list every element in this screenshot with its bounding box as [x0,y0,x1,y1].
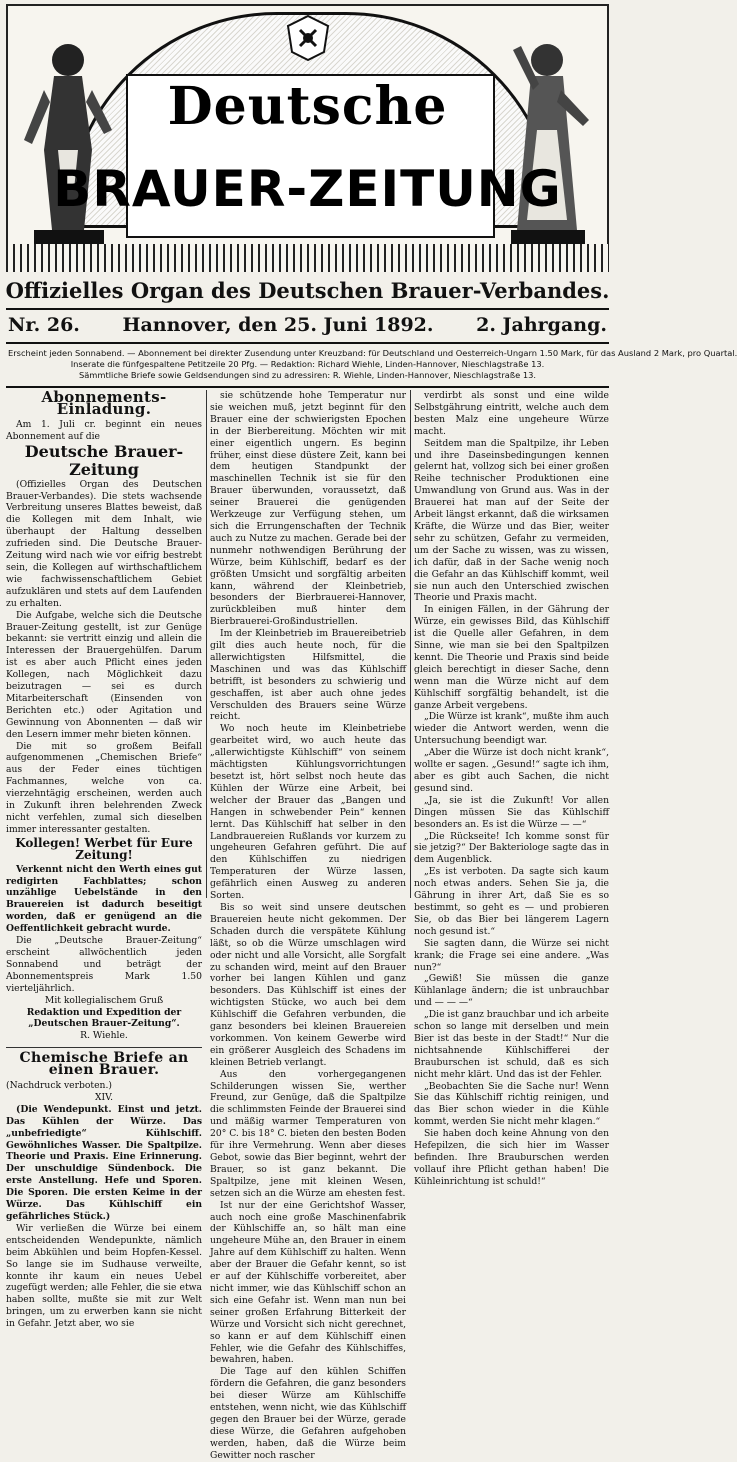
reprint-notice: (Nachdruck verboten.) [6,1080,112,1092]
col2-paragraph-1: sie schützende hohe Temperatur nur sie weichen muß, jetzt beginnt für den Brauer eine der schwierigsten Epochen in der Bierbereitung. Möchten wir mit einer eigentlich ungern. Es beginn früher, einst diese düstere Zeit, kann bei dem heutigen Standpunkt der maschinellen Technik ist sie für den Brauer überwunden, voraussetzt, daß seiner Brauerei die genügenden Werkzeuge zur Verfügung stehen, um sich die Errungenschaften der Technik auch zu Nutze zu machen. Gerade bei der nunmehr nothwendigen Berührung der Würze, beim Kühlschiff, bedarf es der größten Umsicht und sorgfältig arbeiten kann, während der Kleinbetrieb, besonders der Bierbrauerei-Hannover, zurückbleiben muß hinter dem Bierbrauerei-Großindustriellen. [210,390,406,628]
column-rule-2 [410,390,411,898]
gambrinus-figure-illustration [493,30,601,258]
col3-paragraph-6: „Ja, sie ist die Zukunft! Vor allen Dingen müssen Sie das Kühlschiff besonders an. Es ist die Würze — —“ [414,794,609,830]
col2-paragraph-3: Wo noch heute im Kleinbetriebe gearbeitet wird, wo auch heute das „allerwichtigste Kühlschiff“ von seinem mächtigsten Kühlungsvorrichtungen besetzt ist, hört selbst noch heute das Kühlen der Würze eine Arbeit, bei welcher der Brauer das „Bangen und Hangen in schwebender Pein“ kennen lernt. Das Kühlschiff hat selber in den Landbrauereien Rußlands vor kurzem zu ungeheuren Gefahren geführt. Die auf den Kühlschiffen zu niedrigen Temperaturen der Würze lassen, gefährlich einen Ausweg zu anderen Sorten. [210,723,406,902]
col3-paragraph-8: „Es ist verboten. Da sagte sich kaum noch etwas anders. Sehen Sie ja, die Gährung in ihrer Art, daß Sie es so bestimmt, so geht es — und probieren Sie, ob das Bier bei längerem Lagern noch gesund ist.“ [414,866,609,937]
col2-paragraph-6: Ist nur der eine Gerichtshof Wasser, auch noch eine große Maschinenfabrik der Kühlschiffe an, so hält man eine ungeheure Mühe an, den Brauer in einem Jahre auf dem Kühlschiff zu halten. Wenn aber der Brauer die Gefahr kennt, so ist er auf der Kühlschiffe vorbereitet, aber nicht immer, wie das Kühlschiff schon an sich eine Gefahr ist. Wenn man nun bei seiner großen Erfahrung Bitterkeit der Würze und Vorsicht sich nicht gerechnet, so kann er auf dem Kühlschiff einen Fehler, wie die Gefahr des Kühlschiffes, bewahren, haben. [210,1199,406,1366]
subscription-paragraph-4: Verkennt nicht den Werth eines gut redigirten Fachblattes; schon unzählige Uebelstände in den Brauereien ist dadurch beseitigt worden, daß er genügend an die Oeffentlichkeit gebracht wurde. [6,863,202,935]
col2-paragraph-7: Die Tage auf den kühlen Schiffen fördern die Gefahren, die ganz besonders bei dieser Würze am Kühlschiffe entstehen, wenn nicht, wie das Kühlschiff gegen den Brauer bei der Würze, gerade diese Würze, die Gefahren aufgehoben werden, haben, daß die Würze beim Gewitter noch rascher [210,1366,406,1461]
notes-line-2: Inserate die fünfgespaltene Petitzeile 20 Pfg. — Redaktion: Richard Wiehle, Linden-Hannover, Nieschlagstraße 13. [70,359,545,369]
signature-line-1: Redaktion und Expedition der [26,1006,182,1018]
letter-summary: (Die Wendepunkt. Einst und jetzt. Das Kühlen der Würze. Das „unbefriedigte“ Kühlschiff. Gewöhnliches Wasser. Die Spaltpilze. Theorie und Praxis. Eine Erinnerung. Der unschuldige Sündenbock. Die erste Anstellung. Hefe und Sporen. Die Sporen. Die ersten Keime in der Würze. Das Kühlschiff ein gefährliches Stück.) [6,1103,202,1222]
col2-paragraph-4: Bis so weit sind unsere deutschen Brauereien heute nicht gekommen. Der Schaden durch die verspätete Kühlung läßt, so ob die Würze umschlagen wird oder nicht und alle Vorsicht, alle Sorgfalt zu schanden wird, meint auf den Brauer vorher bei langen Kühlen und ganz besonders. Das Kühlschiff ist eines der wichtigsten Stücke, wo auch bei dem Kühlschiff die Gefahren verbunden, die ganz besonders bei kleinen Brauereien vorkommen. Von keinem Gewerbe wird ein größerer Ausgleich des Schadens im kleinen Betrieb verlangt. [210,901,406,1068]
masthead-base-ornament [6,244,609,272]
col3-paragraph-13: Sie haben doch keine Ahnung von den Hefepilzen, die sich hier im Wasser befinden. Ihre Brauburschen werden vollauf ihre Pflicht gethan haben! Die Kühleinrichtung ist schuld!“ [414,1128,609,1187]
col2-paragraph-2: Im der Kleinbetrieb im Brauereibetrieb gilt dies auch heute noch, für die allerwichtigsten Hilfsmittel, die Maschinen und was das Kühlschiff betrifft, ist besonders zu schwierig und geschaffen, ist aber auch ohne jedes Verschulden des Brauers seine Würze reicht. [210,628,406,723]
col3-paragraph-1: verdirbt als sonst und eine wilde Selbstgährung eintritt, welche auch dem besten Malz eine ungeheure Würze macht. [414,390,609,437]
issue-info-line [8,314,607,336]
article-divider [6,1047,202,1048]
subscription-paragraph-3: Die mit so großem Beifall aufgenommenen „Chemischen Briefe“ aus der Feder eines tüchtigen Fachmannes, welche von ca. vierzehntägig erscheinen, werden auch in Zukunft ihren belehrenden Zweck nicht verfehlen, zumal sich dieselben immer interessanter gestalten. [6,740,202,835]
signature-line-3: R. Wiehle. [80,1030,128,1042]
column-3 [414,390,609,1187]
official-organ-subtitle: Offizielles Organ des Deutschen Brauer-Verbandes. [5,278,610,303]
col3-paragraph-10: „Gewiß! Sie müssen die ganze Kühlanlage ändern; die ist unbrauchbar und — — —“ [414,973,609,1009]
article-columns [6,388,609,1461]
col3-paragraph-5: „Aber die Würze ist doch nicht krank“, wollte er sagen. „Gesund!“ sagte ich ihm, aber es gibt auch Sachen, die nicht gesund sind. [414,747,609,794]
masthead [6,4,609,272]
issue-place-date: Hannover, den 25. Juni 1892. [122,314,434,336]
subscription-paragraph-1: (Offizielles Organ des Deutschen Brauer-Verbandes). Die stets wachsende Verbreitung unseres Blattes beweist, daß die Kollegen mit dem Inhalt, wie überhaupt der Haltung desselben zufrieden sind. Die Deutsche Brauer-Zeitung wird nach wie vor eifrig bestrebt sein, die Kollegen auf wirthschaftlichem wie fachwissenschaftlichem Gebiet aufzuklären und stets auf dem Laufenden zu erhalten. [6,478,202,609]
issue-year: 2. Jahrgang. [476,314,607,336]
notes-line-1: Erscheint jeden Sonnabend. — Abonnement bei direkter Zusendung unter Kreuzband: für Deutschland und Oesterreich-Ungarn 1.50 Mark, für das Ausland 2 Mark, pro Quartal. [8,348,737,358]
publication-notes [8,348,737,381]
col3-paragraph-12: „Beobachten Sie die Sache nur! Wenn Sie das Kühlschiff richtig reinigen, und das Bier schon wieder in die Kühle kommt, werden Sie nicht mehr klagen.“ [414,1080,609,1128]
brewer-figure-illustration [14,30,122,258]
col2-paragraph-5: Aus den vorhergegangenen Schilderungen wissen Sie, werther Freund, zur Genüge, daß die Spaltpilze die schlimmsten Feinde der Brauerei sind und mäßig warmer Temperaturen von 20° C. bis 18° C. bieten den besten Boden für ihre Vermehrung. Wenn aber dieses Gebot, sowie das Bier beginnt, wehrt der Brauer, so ist ganz bekannt. Die Spaltpilze, jene mit kleinen Wesen, setzen sich an die Würze am ehesten fest. [210,1068,406,1199]
crest-icon [278,12,338,64]
signature-line-2: „Deutschen Brauer-Zeitung“. [28,1018,180,1030]
column-rule-1 [206,390,207,898]
notes-line-3: Sämmtliche Briefe sowie Geldsendungen sind zu adressiren: R. Wiehle, Linden-Hannover, Nieschlagstraße 13. [78,370,537,380]
col3-paragraph-3: In einigen Fällen, in der Gährung der Würze, ein gewisses Bild, das Kühlschiff ist die Quelle aller Gefahren, in dem Sinne, wie man sie bei den Spaltpilzen kennt. Die Theorie und Praxis sind beide gleich berechtigt in dieser Sache, denn wenn man die Würze nicht auf dem Kühlschiff sorgfältig behandelt, ist die ganze Arbeit vergebens. [414,604,609,711]
subscription-paragraph-5: Die „Deutsche Brauer-Zeitung“ erscheint allwöchentlich jeden Sonnabend und beträgt der Abonnementspreis Mark 1.50 vierteljährlich. [6,935,202,994]
subscription-intro: Am 1. Juli cr. beginnt ein neues Abonnement auf die [6,418,202,442]
divider-top [6,308,609,310]
newspaper-name: Deutsche Brauer-Zeitung [24,441,184,479]
chemical-letters-heading: Chemische Briefe an einen Brauer. [19,1050,189,1079]
greeting: Mit kollegialischem Gruß [44,994,164,1006]
col3-paragraph-11: „Die ist ganz brauchbar und ich arbeite schon so lange mit derselben und mein Bier ist das beste in der Stadt!“ Nur die nichtsahnende Kühlschifferei der Brauburschen ist schuld, daß es sich nicht mehr klärt. Und das ist der Fehler. [414,1009,609,1080]
issue-number: Nr. 26. [8,314,80,336]
column-2 [210,390,406,1461]
col3-paragraph-4: „Die Würze ist krank“, mußte ihm auch wieder die Antwort werden, wenn die Untersuchung beendigt war. [414,711,609,747]
divider-middle [6,342,609,344]
subscription-paragraph-2: Die Aufgabe, welche sich die Deutsche Brauer-Zeitung gestellt, ist zur Genüge bekannt: sie vertritt einzig und allein die Interessen der Brauergehülfen. Darum ist es aber auch Pflicht eines jeden Kollegen, nach Möglichkeit dazu beizutragen — sei es durch Mitarbeiterschaft (Einsenden von Berichten etc.) oder Agitation und Gewinnung von Abonnenten — daß wir den Lesern immer mehr bieten können. [6,609,202,740]
col3-paragraph-9: Sie sagten dann, die Würze sei nicht krank; die Frage sei eine andere. „Was nun?“ [414,937,609,973]
masthead-title-deutsche: Deutsche [167,76,448,137]
subscription-slogan: Kollegen! Werbet für Eure Zeitung! [15,835,193,862]
col3-paragraph-7: „Die Rückseite! Ich komme sonst für sie jetzig?“ Der Bakteriologe sagte das in dem Augenblick. [414,830,609,866]
masthead-title-brauer-zeitung: BRAUER-ZEITUNG [53,160,562,218]
letter-number: XIV. [94,1091,114,1103]
subscription-heading: Abonnements-Einladung. [41,388,167,418]
column-1 [6,388,202,1330]
col3-paragraph-2: Seitdem man die Spaltpilze, ihr Leben und ihre Daseinsbedingungen kennen gelernt hat, vollzog sich bei einer großen Reihe technischer Produktionen eine Umwandlung von Grund aus. Was in der Brauerei hat man auf der Seite der Arbeit längst erkannt, daß die wirksamen Kräfte, die Würze und das Bier, weiter sehr zu schützen, Gefahr zu vermeiden, um der Sache zu wissen, was zu wissen, ich dafür, daß in der Sache wenig noch die Gefahr an das Kühlschiff kommt, weil sie nun auch den Unterschied zwischen Theorie und Praxis macht. [414,437,609,604]
letter-paragraph-1: Wir verließen die Würze bei einem entscheidenden Wendepunkte, nämlich beim Abkühlen und beim Hopfen-Kessel. So lange sie im Sudhause verweilte, konnte ihr kaum ein neues Uebel zugefügt werden; alle Fehler, die sie etwa haben sollte, mußte sie mit zur Welt bringen, um zu erwerben kann sie nicht in Gefahr. Jetzt aber, wo sie [6,1222,202,1330]
